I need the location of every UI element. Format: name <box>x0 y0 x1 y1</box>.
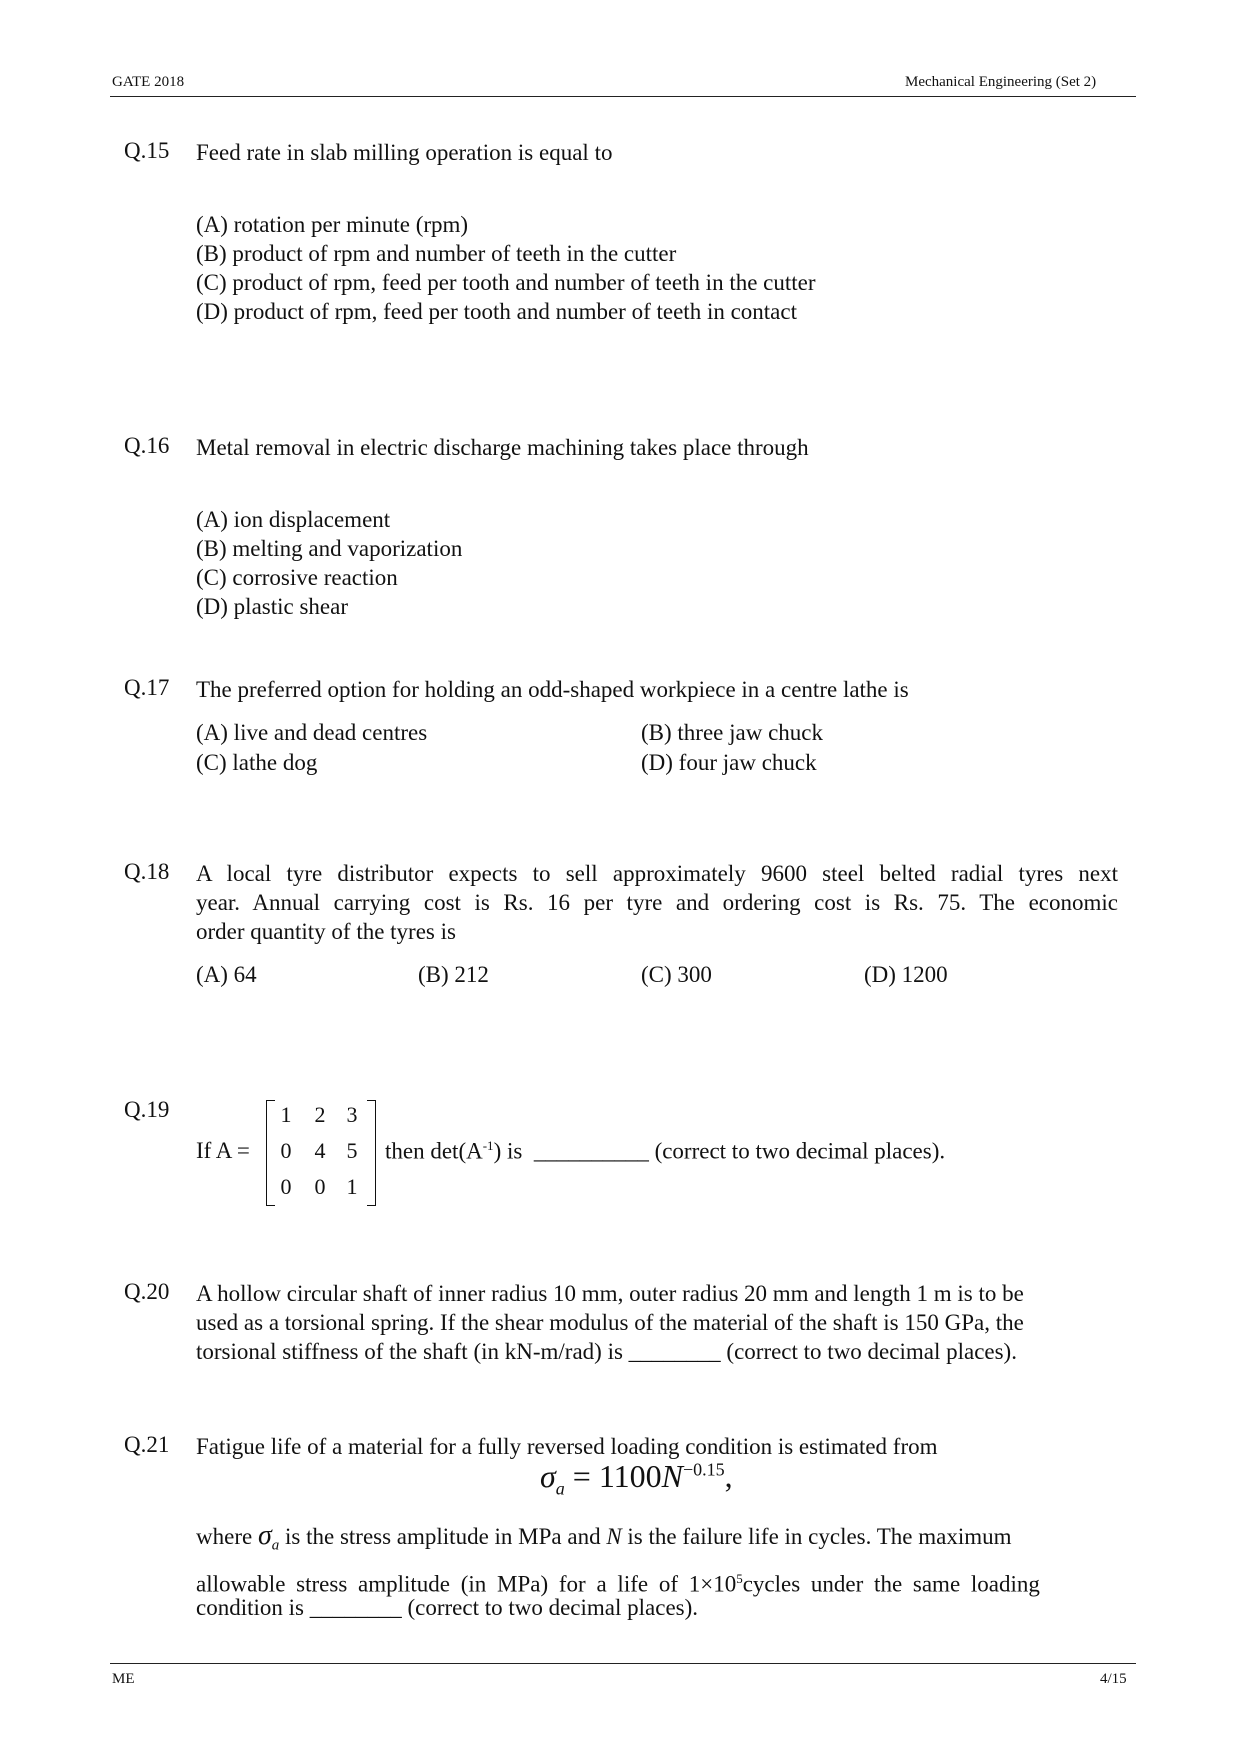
q21-equation <box>540 1458 733 1499</box>
header-right: Mechanical Engineering (Set 2) <box>905 74 1097 90</box>
header-left: GATE 2018 <box>112 74 185 90</box>
equation-comma: , <box>724 1458 733 1494</box>
q20-stem <box>196 1279 1024 1366</box>
q16-stem: Metal removal in electric discharge machining takes place through <box>196 435 809 460</box>
q18-option-c: (C) 300 <box>641 962 712 987</box>
q21-line2-b: cycles under the same loading <box>742 1571 1040 1597</box>
q21-line2-sup: 5 <box>736 1571 743 1586</box>
matrix-cell: 0 <box>314 1174 326 1199</box>
q19-matrix <box>266 1100 376 1206</box>
q19-prefix: If A = <box>196 1138 250 1163</box>
q18-number: Q.18 <box>124 859 170 884</box>
matrix-cell: 4 <box>314 1138 326 1163</box>
q21-line1-sigma: σ <box>257 1520 272 1551</box>
q18-option-d: (D) 1200 <box>864 962 948 987</box>
q15-option-b: (B) product of rpm and number of teeth in the cutter <box>196 241 677 266</box>
q17-option-b: (B) three jaw chuck <box>641 720 824 745</box>
q19-mid-b: ) is <box>493 1138 523 1164</box>
q19-text <box>385 1138 945 1165</box>
equation-coefficient: = 1100 <box>564 1458 662 1494</box>
q21-number: Q.21 <box>124 1432 170 1457</box>
q16-option-a: (A) ion displacement <box>196 507 391 532</box>
matrix-right-bracket <box>367 1100 376 1206</box>
equation-exponent: −0.15 <box>682 1459 725 1480</box>
matrix-cell: 5 <box>346 1138 358 1163</box>
q21-stem: Fatigue life of a material for a fully reversed loading condition is estimated from <box>196 1434 938 1459</box>
q19-number: Q.19 <box>124 1097 170 1122</box>
matrix-cell: 0 <box>280 1174 292 1199</box>
matrix-cell: 3 <box>346 1102 358 1127</box>
footer-page-number: 4/15 <box>1100 1671 1127 1687</box>
q17-option-c: (C) lathe dog <box>196 750 318 775</box>
q15-option-c: (C) product of rpm, feed per tooth and number of teeth in the cutter <box>196 270 816 295</box>
q17-option-d: (D) four jaw chuck <box>641 750 817 775</box>
q18-stem-line-3: order quantity of the tyres is <box>196 919 456 944</box>
q17-option-a: (A) live and dead centres <box>196 720 428 745</box>
q18-stem <box>196 859 1118 946</box>
sigma-symbol: σ <box>540 1458 556 1494</box>
q16-option-c: (C) corrosive reaction <box>196 565 398 590</box>
q18-option-a: (A) 64 <box>196 962 257 987</box>
q21-line1-b: is the stress amplitude in MPa and <box>279 1524 607 1549</box>
q15-option-a: (A) rotation per minute (rpm) <box>196 212 469 237</box>
q21-line1-where: where <box>196 1524 253 1549</box>
q18-option-b: (B) 212 <box>418 962 489 987</box>
matrix-cell: 2 <box>314 1102 326 1127</box>
footer-rule <box>110 1663 1136 1664</box>
q16-option-d: (D) plastic shear <box>196 594 348 619</box>
q17-stem: The preferred option for holding an odd-shaped workpiece in a centre lathe is <box>196 677 909 702</box>
sigma-subscript: a <box>555 1478 565 1499</box>
q19-blank: __________ <box>533 1138 649 1164</box>
q18-stem-line-2: year. Annual carrying cost is Rs. 16 per tyre and ordering cost is Rs. 75. The economic <box>196 890 1118 915</box>
q19-mid-a: then det(A <box>385 1138 483 1164</box>
q15-stem: Feed rate in slab milling operation is equal to <box>196 140 613 165</box>
q20-stem-line-1: A hollow circular shaft of inner radius 10 mm, outer radius 20 mm and length 1 m is to be <box>196 1281 1024 1306</box>
q18-stem-line-1: A local tyre distributor expects to sell approximately 9600 steel belted radial tyres next <box>196 861 1118 886</box>
matrix-cell: 1 <box>280 1102 292 1127</box>
header-rule <box>110 96 1136 97</box>
q15-number: Q.15 <box>124 138 170 163</box>
q21-line-3: condition is ________ (correct to two decimal places). <box>196 1595 699 1620</box>
matrix-cell: 0 <box>280 1138 292 1163</box>
q20-number: Q.20 <box>124 1279 170 1304</box>
q16-option-b: (B) melting and vaporization <box>196 536 463 561</box>
equation-variable: N <box>661 1458 683 1494</box>
q21-line1-sub: a <box>271 1537 280 1554</box>
q21-line1-n: N <box>606 1524 622 1549</box>
q20-stem-line-2: used as a torsional spring. If the shear modulus of the material of the shaft is 150 GPa, the <box>196 1310 1024 1335</box>
q19-mid-sup: -1 <box>482 1138 494 1153</box>
q21-line2-a: allowable stress amplitude (in MPa) for a life of 1×10 <box>196 1571 737 1597</box>
matrix-cell: 1 <box>346 1174 358 1199</box>
q21-line1-c: is the failure life in cycles. The maximum <box>621 1524 1012 1549</box>
q21-line-1 <box>196 1521 1118 1561</box>
q20-stem-line-3: torsional stiffness of the shaft (in kN-m/rad) is ________ (correct to two decimal places). <box>196 1339 1017 1364</box>
q17-number: Q.17 <box>124 675 170 700</box>
footer-left: ME <box>112 1671 135 1687</box>
q15-option-d: (D) product of rpm, feed per tooth and number of teeth in contact <box>196 299 797 324</box>
q16-number: Q.16 <box>124 433 170 458</box>
q19-suffix: (correct to two decimal places). <box>654 1138 946 1164</box>
